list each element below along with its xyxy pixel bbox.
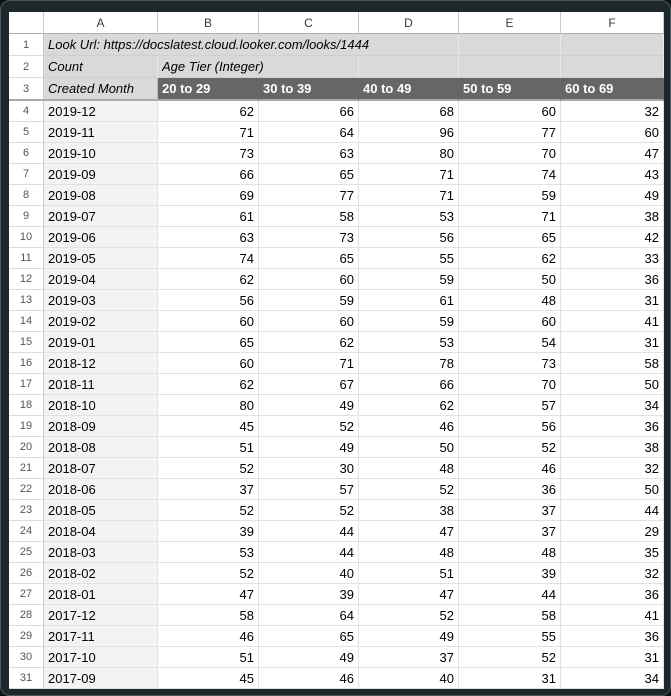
cell-value[interactable]: 66 bbox=[359, 374, 459, 395]
cell-value[interactable]: 73 bbox=[158, 143, 259, 164]
cell-value[interactable]: 62 bbox=[459, 248, 561, 269]
cell-value[interactable]: 59 bbox=[259, 290, 359, 311]
cell-value[interactable]: 53 bbox=[359, 206, 459, 227]
cell-month[interactable]: 2019-10 bbox=[44, 143, 158, 164]
table-row bbox=[9, 122, 664, 143]
cell-value[interactable]: 45 bbox=[158, 668, 259, 689]
table-row bbox=[9, 248, 664, 269]
cell-value[interactable]: 35 bbox=[561, 542, 664, 563]
cell-value[interactable]: 65 bbox=[158, 332, 259, 353]
cell-value[interactable]: 63 bbox=[158, 227, 259, 248]
row-number[interactable]: 20 bbox=[9, 437, 44, 458]
cell-value[interactable]: 40 bbox=[259, 563, 359, 584]
cell-value[interactable]: 48 bbox=[459, 290, 561, 311]
cell-value[interactable]: 71 bbox=[459, 206, 561, 227]
cell-month[interactable]: 2018-04 bbox=[44, 521, 158, 542]
table-row bbox=[9, 374, 664, 395]
cell-value[interactable]: 73 bbox=[459, 353, 561, 374]
cell-value[interactable]: 58 bbox=[158, 605, 259, 626]
cell-value[interactable]: 77 bbox=[459, 122, 561, 143]
table-row bbox=[9, 269, 664, 290]
cell-value[interactable]: 52 bbox=[359, 479, 459, 500]
cell-value[interactable]: 65 bbox=[459, 227, 561, 248]
cell-empty[interactable] bbox=[359, 56, 459, 78]
table-row bbox=[9, 647, 664, 668]
row-number[interactable]: 14 bbox=[9, 311, 44, 332]
table-row bbox=[9, 500, 664, 521]
cell-value[interactable]: 56 bbox=[359, 227, 459, 248]
cell-month[interactable]: 2019-03 bbox=[44, 290, 158, 311]
cell-value[interactable]: 58 bbox=[561, 353, 664, 374]
cell-value[interactable]: 58 bbox=[459, 605, 561, 626]
row-number[interactable]: 26 bbox=[9, 563, 44, 584]
cell-value[interactable]: 44 bbox=[459, 584, 561, 605]
cell-value[interactable]: 37 bbox=[359, 647, 459, 668]
row-number[interactable]: 6 bbox=[9, 143, 44, 164]
cell-value[interactable]: 48 bbox=[459, 542, 561, 563]
cell-month[interactable]: 2019-01 bbox=[44, 332, 158, 353]
cell-value[interactable]: 54 bbox=[459, 332, 561, 353]
cell-empty[interactable] bbox=[561, 34, 664, 56]
table-row bbox=[9, 143, 664, 164]
row-number[interactable]: 30 bbox=[9, 647, 44, 668]
table-row bbox=[9, 479, 664, 500]
table-row bbox=[9, 311, 664, 332]
cell-month[interactable]: 2018-10 bbox=[44, 395, 158, 416]
row-pivot-header bbox=[9, 78, 664, 101]
cell-value[interactable]: 62 bbox=[158, 101, 259, 122]
row-number[interactable]: 17 bbox=[9, 374, 44, 395]
cell-value[interactable]: 57 bbox=[259, 479, 359, 500]
column-header-e[interactable]: E bbox=[459, 12, 561, 34]
cell-value[interactable]: 51 bbox=[158, 647, 259, 668]
cell-value[interactable]: 46 bbox=[259, 668, 359, 689]
table-row bbox=[9, 521, 664, 542]
cell-value[interactable]: 48 bbox=[359, 458, 459, 479]
cell-value[interactable]: 38 bbox=[359, 500, 459, 521]
row-number[interactable]: 16 bbox=[9, 353, 44, 374]
row-number[interactable]: 27 bbox=[9, 584, 44, 605]
cell-month[interactable]: 2018-08 bbox=[44, 437, 158, 458]
cell-count-label[interactable]: Count bbox=[44, 56, 158, 78]
table-row bbox=[9, 206, 664, 227]
cell-age-tier-label[interactable]: Age Tier (Integer) bbox=[158, 56, 359, 78]
column-header-c[interactable]: C bbox=[259, 12, 359, 34]
cell-value[interactable]: 39 bbox=[158, 521, 259, 542]
cell-value[interactable]: 49 bbox=[259, 437, 359, 458]
table-row bbox=[9, 563, 664, 584]
cell-value[interactable]: 64 bbox=[259, 122, 359, 143]
cell-value[interactable]: 47 bbox=[561, 143, 664, 164]
cell-value[interactable]: 38 bbox=[561, 437, 664, 458]
cell-value[interactable]: 37 bbox=[158, 479, 259, 500]
table-row bbox=[9, 101, 664, 122]
cell-value[interactable]: 41 bbox=[561, 605, 664, 626]
cell-value[interactable]: 37 bbox=[459, 521, 561, 542]
cell-value[interactable]: 49 bbox=[259, 395, 359, 416]
cell-month[interactable]: 2018-02 bbox=[44, 563, 158, 584]
cell-value[interactable]: 31 bbox=[459, 668, 561, 689]
cell-month[interactable]: 2018-07 bbox=[44, 458, 158, 479]
cell-value[interactable]: 69 bbox=[158, 185, 259, 206]
cell-value[interactable]: 30 bbox=[259, 458, 359, 479]
cell-value[interactable]: 60 bbox=[259, 311, 359, 332]
spreadsheet-grid bbox=[9, 12, 664, 689]
cell-value[interactable]: 52 bbox=[259, 500, 359, 521]
cell-empty[interactable] bbox=[459, 34, 561, 56]
cell-value[interactable]: 52 bbox=[359, 605, 459, 626]
cell-age-bucket[interactable]: 60 to 69 bbox=[561, 78, 664, 101]
cell-value[interactable]: 71 bbox=[359, 185, 459, 206]
cell-month[interactable]: 2017-12 bbox=[44, 605, 158, 626]
cell-value[interactable]: 42 bbox=[561, 227, 664, 248]
cell-value[interactable]: 71 bbox=[259, 353, 359, 374]
table-row bbox=[9, 164, 664, 185]
cell-value[interactable]: 80 bbox=[158, 395, 259, 416]
row-measure-labels bbox=[9, 56, 664, 78]
cell-value[interactable]: 50 bbox=[561, 374, 664, 395]
cell-month[interactable]: 2017-09 bbox=[44, 668, 158, 689]
cell-month[interactable]: 2018-06 bbox=[44, 479, 158, 500]
cell-value[interactable]: 67 bbox=[259, 374, 359, 395]
cell-value[interactable]: 39 bbox=[459, 563, 561, 584]
cell-month[interactable]: 2019-08 bbox=[44, 185, 158, 206]
cell-value[interactable]: 74 bbox=[158, 248, 259, 269]
row-number[interactable]: 25 bbox=[9, 542, 44, 563]
cell-month[interactable]: 2019-09 bbox=[44, 164, 158, 185]
column-header-row bbox=[9, 12, 664, 34]
cell-value[interactable]: 60 bbox=[561, 122, 664, 143]
cell-value[interactable]: 46 bbox=[158, 626, 259, 647]
cell-value[interactable]: 49 bbox=[359, 626, 459, 647]
cell-value[interactable]: 31 bbox=[561, 290, 664, 311]
cell-value[interactable]: 59 bbox=[359, 311, 459, 332]
table-row bbox=[9, 353, 664, 374]
cell-value[interactable]: 71 bbox=[158, 122, 259, 143]
cell-value[interactable]: 50 bbox=[359, 437, 459, 458]
cell-month[interactable]: 2019-05 bbox=[44, 248, 158, 269]
table-row bbox=[9, 437, 664, 458]
table-row bbox=[9, 584, 664, 605]
cell-value[interactable]: 66 bbox=[259, 101, 359, 122]
table-row bbox=[9, 290, 664, 311]
cell-value[interactable]: 96 bbox=[359, 122, 459, 143]
cell-value[interactable]: 38 bbox=[561, 206, 664, 227]
row-number[interactable]: 31 bbox=[9, 668, 44, 689]
cell-value[interactable]: 49 bbox=[259, 647, 359, 668]
row-number[interactable]: 11 bbox=[9, 248, 44, 269]
cell-month[interactable]: 2018-03 bbox=[44, 542, 158, 563]
cell-value[interactable]: 34 bbox=[561, 395, 664, 416]
cell-value[interactable]: 51 bbox=[359, 563, 459, 584]
cell-value[interactable]: 60 bbox=[158, 311, 259, 332]
cell-value[interactable]: 53 bbox=[359, 332, 459, 353]
cell-value[interactable]: 66 bbox=[158, 164, 259, 185]
cell-value[interactable]: 55 bbox=[459, 626, 561, 647]
cell-value[interactable]: 57 bbox=[459, 395, 561, 416]
row-number[interactable]: 18 bbox=[9, 395, 44, 416]
cell-age-bucket[interactable]: 20 to 29 bbox=[158, 78, 259, 101]
cell-look-url[interactable]: Look Url: https://docslatest.cloud.looker.com/looks/1444 bbox=[44, 34, 459, 56]
cell-value[interactable]: 61 bbox=[158, 206, 259, 227]
cell-value[interactable]: 36 bbox=[561, 584, 664, 605]
row-number[interactable]: 22 bbox=[9, 479, 44, 500]
row-number[interactable]: 5 bbox=[9, 122, 44, 143]
cell-created-month-label[interactable]: Created Month bbox=[44, 78, 158, 101]
cell-value[interactable]: 36 bbox=[561, 416, 664, 437]
cell-value[interactable]: 36 bbox=[459, 479, 561, 500]
table-row bbox=[9, 542, 664, 563]
cell-value[interactable]: 52 bbox=[259, 416, 359, 437]
table-row bbox=[9, 668, 664, 689]
cell-value[interactable]: 55 bbox=[359, 248, 459, 269]
cell-value[interactable]: 59 bbox=[459, 185, 561, 206]
cell-month[interactable]: 2017-10 bbox=[44, 647, 158, 668]
column-header-b[interactable]: B bbox=[158, 12, 259, 34]
select-all-corner[interactable] bbox=[9, 12, 44, 34]
cell-value[interactable]: 31 bbox=[561, 332, 664, 353]
cell-value[interactable]: 33 bbox=[561, 248, 664, 269]
row-number[interactable]: 29 bbox=[9, 626, 44, 647]
cell-value[interactable]: 80 bbox=[359, 143, 459, 164]
row-number[interactable]: 13 bbox=[9, 290, 44, 311]
cell-value[interactable]: 52 bbox=[158, 563, 259, 584]
cell-value[interactable]: 43 bbox=[561, 164, 664, 185]
cell-month[interactable]: 2018-05 bbox=[44, 500, 158, 521]
cell-month[interactable]: 2018-12 bbox=[44, 353, 158, 374]
cell-value[interactable]: 62 bbox=[359, 395, 459, 416]
cell-month[interactable]: 2019-06 bbox=[44, 227, 158, 248]
cell-month[interactable]: 2018-09 bbox=[44, 416, 158, 437]
row-number[interactable]: 10 bbox=[9, 227, 44, 248]
row-number[interactable]: 2 bbox=[9, 56, 44, 78]
cell-value[interactable]: 65 bbox=[259, 626, 359, 647]
cell-value[interactable]: 45 bbox=[158, 416, 259, 437]
row-number[interactable]: 23 bbox=[9, 500, 44, 521]
table-row bbox=[9, 227, 664, 248]
cell-value[interactable]: 36 bbox=[561, 269, 664, 290]
cell-value[interactable]: 62 bbox=[158, 269, 259, 290]
cell-value[interactable]: 60 bbox=[259, 269, 359, 290]
cell-month[interactable]: 2019-02 bbox=[44, 311, 158, 332]
table-row bbox=[9, 395, 664, 416]
cell-value[interactable]: 61 bbox=[359, 290, 459, 311]
cell-value[interactable]: 52 bbox=[158, 458, 259, 479]
cell-value[interactable]: 31 bbox=[561, 647, 664, 668]
cell-value[interactable]: 50 bbox=[459, 269, 561, 290]
cell-age-bucket[interactable]: 40 to 49 bbox=[359, 78, 459, 101]
cell-value[interactable]: 48 bbox=[359, 542, 459, 563]
column-header-f[interactable]: F bbox=[561, 12, 664, 34]
cell-value[interactable]: 46 bbox=[459, 458, 561, 479]
cell-value[interactable]: 47 bbox=[158, 584, 259, 605]
row-number[interactable]: 4 bbox=[9, 101, 44, 122]
row-number[interactable]: 3 bbox=[9, 78, 44, 101]
row-number[interactable]: 1 bbox=[9, 34, 44, 56]
cell-value[interactable]: 56 bbox=[459, 416, 561, 437]
cell-value[interactable]: 60 bbox=[158, 353, 259, 374]
cell-value[interactable]: 58 bbox=[259, 206, 359, 227]
cell-age-bucket[interactable]: 30 to 39 bbox=[259, 78, 359, 101]
cell-value[interactable]: 44 bbox=[259, 521, 359, 542]
cell-value[interactable]: 68 bbox=[359, 101, 459, 122]
table-row bbox=[9, 605, 664, 626]
cell-month[interactable]: 2018-11 bbox=[44, 374, 158, 395]
cell-value[interactable]: 47 bbox=[359, 521, 459, 542]
table-row bbox=[9, 185, 664, 206]
cell-value[interactable]: 62 bbox=[158, 374, 259, 395]
cell-value[interactable]: 56 bbox=[158, 290, 259, 311]
cell-empty[interactable] bbox=[459, 56, 561, 78]
cell-value[interactable]: 77 bbox=[259, 185, 359, 206]
cell-month[interactable]: 2018-01 bbox=[44, 584, 158, 605]
cell-month[interactable]: 2017-11 bbox=[44, 626, 158, 647]
cell-value[interactable]: 73 bbox=[259, 227, 359, 248]
cell-value[interactable]: 36 bbox=[561, 626, 664, 647]
cell-value[interactable]: 32 bbox=[561, 101, 664, 122]
cell-month[interactable]: 2019-11 bbox=[44, 122, 158, 143]
column-header-d[interactable]: D bbox=[359, 12, 459, 34]
cell-month[interactable]: 2019-12 bbox=[44, 101, 158, 122]
table-row bbox=[9, 626, 664, 647]
cell-value[interactable]: 64 bbox=[259, 605, 359, 626]
cell-value[interactable]: 39 bbox=[259, 584, 359, 605]
cell-value[interactable]: 41 bbox=[561, 311, 664, 332]
cell-value[interactable]: 60 bbox=[459, 311, 561, 332]
row-number[interactable]: 7 bbox=[9, 164, 44, 185]
cell-empty[interactable] bbox=[561, 56, 664, 78]
row-number[interactable]: 15 bbox=[9, 332, 44, 353]
row-number[interactable]: 8 bbox=[9, 185, 44, 206]
cell-value[interactable]: 52 bbox=[459, 647, 561, 668]
cell-value[interactable]: 62 bbox=[259, 332, 359, 353]
row-number[interactable]: 28 bbox=[9, 605, 44, 626]
cell-value[interactable]: 53 bbox=[158, 542, 259, 563]
row-number[interactable]: 12 bbox=[9, 269, 44, 290]
cell-value[interactable]: 49 bbox=[561, 185, 664, 206]
table-row bbox=[9, 458, 664, 479]
row-look-url bbox=[9, 34, 664, 56]
cell-month[interactable]: 2019-07 bbox=[44, 206, 158, 227]
row-number[interactable]: 21 bbox=[9, 458, 44, 479]
table-row bbox=[9, 332, 664, 353]
cell-value[interactable]: 65 bbox=[259, 248, 359, 269]
cell-value[interactable]: 65 bbox=[259, 164, 359, 185]
cell-value[interactable]: 34 bbox=[561, 668, 664, 689]
cell-value[interactable]: 44 bbox=[561, 500, 664, 521]
data-rows bbox=[9, 101, 664, 689]
cell-value[interactable]: 44 bbox=[259, 542, 359, 563]
column-header-a[interactable]: A bbox=[44, 12, 158, 34]
cell-value[interactable]: 46 bbox=[359, 416, 459, 437]
cell-value[interactable]: 50 bbox=[561, 479, 664, 500]
cell-value[interactable]: 37 bbox=[459, 500, 561, 521]
cell-value[interactable]: 74 bbox=[459, 164, 561, 185]
cell-value[interactable]: 32 bbox=[561, 563, 664, 584]
cell-value[interactable]: 63 bbox=[259, 143, 359, 164]
cell-value[interactable]: 59 bbox=[359, 269, 459, 290]
cell-value[interactable]: 60 bbox=[459, 101, 561, 122]
cell-value[interactable]: 52 bbox=[158, 500, 259, 521]
cell-value[interactable]: 52 bbox=[459, 437, 561, 458]
cell-value[interactable]: 78 bbox=[359, 353, 459, 374]
cell-value[interactable]: 29 bbox=[561, 521, 664, 542]
cell-value[interactable]: 70 bbox=[459, 143, 561, 164]
row-number[interactable]: 19 bbox=[9, 416, 44, 437]
cell-value[interactable]: 32 bbox=[561, 458, 664, 479]
cell-value[interactable]: 71 bbox=[359, 164, 459, 185]
cell-age-bucket[interactable]: 50 to 59 bbox=[459, 78, 561, 101]
row-number[interactable]: 24 bbox=[9, 521, 44, 542]
table-row bbox=[9, 416, 664, 437]
cell-value[interactable]: 70 bbox=[459, 374, 561, 395]
row-number[interactable]: 9 bbox=[9, 206, 44, 227]
cell-value[interactable]: 40 bbox=[359, 668, 459, 689]
cell-month[interactable]: 2019-04 bbox=[44, 269, 158, 290]
cell-value[interactable]: 47 bbox=[359, 584, 459, 605]
cell-value[interactable]: 51 bbox=[158, 437, 259, 458]
